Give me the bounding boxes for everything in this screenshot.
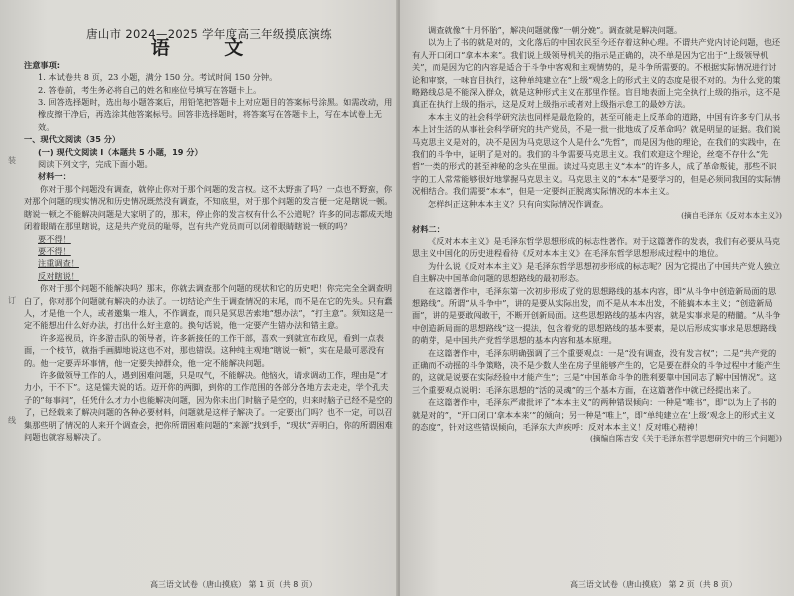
binding-mark: 订 bbox=[8, 296, 16, 305]
page-1-content bbox=[24, 28, 394, 443]
exam-title: 唐山市 2024—2025 学年度高三年级摸底演练 bbox=[86, 27, 332, 41]
note-item: 1. 本试卷共 8 页，23 小题，满分 150 分。考试时间 150 分钟。 bbox=[38, 72, 278, 83]
sub-heading: (一) 现代文阅读 I（本题共 5 小题，19 分） bbox=[38, 146, 203, 157]
page-footer: 高三语文试卷（唐山摸底） 第 1 页（共 8 页） bbox=[150, 580, 317, 589]
short-line: 注重调查！ bbox=[38, 258, 79, 269]
section-heading: 一、现代文阅读（35 分） bbox=[24, 134, 121, 145]
paragraph: 为什么说《反对本本主义》是毛泽东哲学思想初步形成的标志呢？因为它提出了中国共产党人独立自主解决中国革命问题的思想路线的最初形态。 bbox=[412, 260, 781, 284]
paragraph: 本本主义的社会科学研究法也同样是最危险的，甚至可能走上反革命的道路，中国有许多专门从书本上讨生活的从事社会科学研究的共产党员，不是一批一批地成了反革命吗？就是明显的证据。我们说马克思主义是对的，决不是因为马克思这个人是什么“先哲”，而是因为他的理论，在我们的实践中，在我们的斗争中，证明了是对的。我们的斗争需要马克思主义。我们欢迎这个理论，丝毫不存什么“先哲”一类的形式的甚至神秘的念头在里面。读过马克思主义“本本”的许多人，成了革命叛徒，那些不识字的工人常常能够很好地掌握马克思主义。马克思主义的“本本”是要学习的，但是必须同我国的实际情况相结合。我们需要“本本”，但是一定要纠正脱离实际情况的本本主义。 bbox=[412, 111, 781, 197]
paragraph: 调查就像“十月怀胎”，解决问题就像“一朝分娩”。调查就是解决问题。 bbox=[428, 25, 683, 35]
paragraph: 你对于那个问题没有调查，就停止你对于那个问题的发言权。这不太野蛮了吗？一点也不野蛮，你对那个问题的现实情况和历史情况既然没有调查，不知底里，对于那个问题的发言便一定是瞎说一顿。瞎说一顿之不能解决问题是大家明了的，那末，停止你的发言权有什么不公道呢？许多的同志都成天地闭着眼睛在那里瞎说，这是共产党员的耻辱，岂有共产党员而可以闭着眼睛瞎说一顿的吗？ bbox=[24, 183, 393, 232]
binding-mark: 线 bbox=[8, 416, 16, 425]
short-line: 要不得！ bbox=[38, 233, 71, 244]
binding-margin bbox=[6, 60, 20, 580]
paragraph: 以为上了书的就是对的，文化落后的中国农民至今还存着这种心理。不谓共产党内讨论问题，也还有人开口闭口“拿本本来”。我们说上级领导机关的指示是正确的，决不单是因为它出于“上级领导机关”，而是因为它的内容是适合于斗争中客观和主观情势的，是斗争所需要的。不根据实际情况进行讨论和审察，一味盲目执行，这种单纯建立在“上级”观念上的形式主义的态度是很不对的。为什么党的策略路线总是不能深入群众，就是这种形式主义在那里作怪。盲目地表面上完全执行上级的指示，这不是真正在执行上级的指示，这是反对上级指示或者对上级指示怠工的最妙方法。 bbox=[412, 37, 781, 110]
notes-heading: 注意事项: bbox=[24, 59, 61, 70]
source-citation: (摘自毛泽东《反对本本主义》) bbox=[681, 211, 782, 221]
short-line: 反对瞎说！ bbox=[38, 270, 79, 281]
paragraph: 在这篇著作中，毛泽东严肃批评了“本本主义”的两种错误倾向：一种是“唯书”，即“以为上了书的就是对的”，“开口闭口‘拿本本来’”的倾向；另一种是“唯上”，即“单纯建立在‘上级’观念上的形式主义的态度”，针对这些错误倾向，毛泽东大声疾呼：反对本本主义！反对唯心精神！ bbox=[412, 397, 777, 432]
subject-title: 语 文 bbox=[150, 37, 268, 60]
instruction: 阅读下列文字，完成下面小题。 bbox=[38, 159, 153, 170]
paragraph: 在这篇著作中，毛泽东明确强调了三个重要观点：一是“没有调查，没有发言权”；二是“共产党的正确而不动摇的斗争策略，决不是少数人坐在房子里能够产生的，它是要在群众的斗争过程中才能产生的，这就是说要在实际经验中才能产生”；三是“中国革命斗争的胜利要靠中国同志了解中国情况”。这三个重要观点说明：毛泽东思想的“活的灵魂”的三个基本方面，在这篇著作中就已经提出来了。 bbox=[412, 347, 781, 395]
page-2-content bbox=[412, 24, 782, 446]
short-line: 要不得！ bbox=[38, 245, 71, 256]
paragraph: 《反对本本主义》是毛泽东哲学思想形成的标志性著作。对于这篇著作的发表，我们有必要从马克思主义中国化的历史进程看待《反对本本主义》在毛泽东哲学思想形成过程中的地位。 bbox=[412, 235, 781, 259]
material-label: 材料一： bbox=[38, 171, 71, 182]
binding-mark: 装 bbox=[8, 156, 16, 165]
page-2 bbox=[400, 0, 794, 596]
page-footer: 高三语文试卷（唐山摸底） 第 2 页（共 8 页） bbox=[570, 580, 737, 589]
note-item: 2. 答卷前，考生务必将自己的姓名和座位号填写在答题卡上。 bbox=[38, 84, 262, 95]
paragraph: 怎样纠正这种本本主义？只有向实际情况作调查。 bbox=[428, 198, 609, 209]
paragraph: 许多巡视员，许多游击队的领导者，许多新接任的工作干部，喜欢一到就宣布政见，看到一点表面，一个枝节，就指手画脚地说这也不对，那也错误。这种纯主观地“瞎说一顿”，实在是最可恶没有的。他一定要弄坏事情，他一定要失掉群众，他一定不能解决问题。 bbox=[24, 332, 385, 368]
source-citation: (摘编自陈吉安《关于毛泽东哲学思想研究中的三个问题》) bbox=[590, 434, 782, 444]
paragraph: 你对于那个问题不能解决吗？那末，你就去调查那个问题的现状和它的历史吧！你完完全全调查明白了，你对那个问题就有解决的办法了。一切结论产生于调查情况的末尾，而不是在它的先头。只有蠢人，才是他一个人，或者邀集一堆人，不作调查，而只是冥思苦索地“想办法”，“打主意”。须知这是一定不能想出什么好办法，打出什么好主意的。换句话说，他一定要产生错办法和错主意。 bbox=[24, 283, 393, 331]
paragraph: 在这篇著作中，毛泽东第一次初步形成了党的思想路线的基本内容，即“从斗争中创造新局面的思想路线”。所谓“从斗争中”，讲的是要从实际出发，而不是从本本出发，不能搞本本主义；“创造新局面”，讲的是要敢闯敢干，不断开创新局面。这些思想路线的基本内容，就是实事求是的精髓。“从斗争中创造新局面的思想路线”这一提法，包含着党的思想路线的基本要素，是以后形成实事求是思想路线的萌芽，是中国共产党哲学思想的基本内容和基本原理。 bbox=[412, 285, 781, 346]
paragraph: 许多做领导工作的人，遇到困难问题，只是叹气，不能解决。他恼火，请求调动工作，理由是“才力小，干不下”。这是懦夫说的话。迈开你的两脚，到你的工作范围的各部分各地方去走走，学个孔夫子的“每事问”，任凭什么才力小也能解决问题，因为你未出门时脑子是空的，归来时脑子已经不是空的了，已经载来了解决问题的各种必要材料，问题就是这样子解决了。一定要出门吗？也不一定，可以召集那些明了情况的人来开个调查会，把你所谓困难问题的“来源”找到手，“现状”弄明白，你的所谓困难问题也就容易解决了。 bbox=[24, 369, 393, 442]
material-label: 材料二： bbox=[412, 223, 445, 234]
note-item: 3. 回答选择题时，选出每小题答案后，用铅笔把答题卡上对应题目的答案标号涂黑。如需改动，用橡皮擦干净后，再选涂其他答案标号。回答非选择题时，将答案写在答题卡上，写在本试卷上无效。 bbox=[38, 97, 393, 132]
